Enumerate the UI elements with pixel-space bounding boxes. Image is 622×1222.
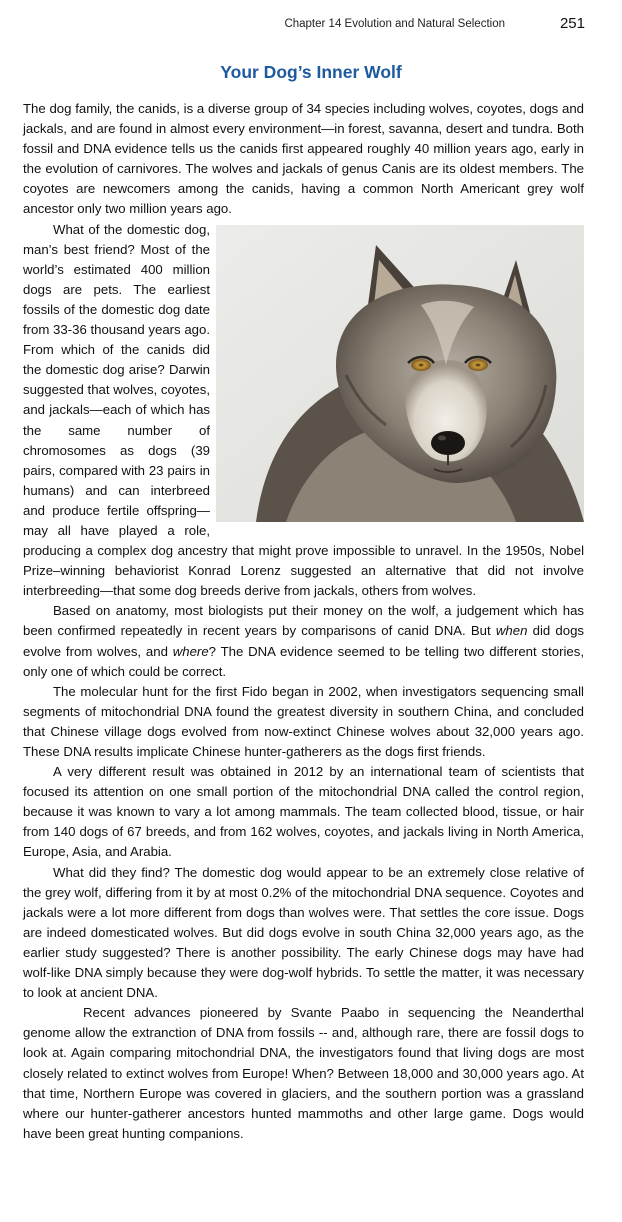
paragraph-7: Recent advances pioneered by Svante Paabo in sequencing the Neanderthal genome allow the extranction of DNA from fossils -- and, although rare, there are fossil dogs to look at. Again comparing mitochondrial DNA, the investigators found that living dogs are most closely related to extinct wolves from Europe! When? Between 18,000 and 30,000 years ago. At that time, Northern Europe was covered in glaciers, and the southern portion was a grassland where our hunter-gatherer ancestors hunted mammoths and other large game. Dogs would have been great hunting companions. [23,1005,584,1141]
paragraph-1 [23,99,584,220]
wolf-figure [216,225,584,522]
running-header: Chapter 14 Evolution and Natural Selection [284,18,505,30]
page-number: 251 [559,15,585,32]
wolf-photo-icon [216,225,584,522]
emphasis-where: where [172,643,209,659]
paragraph-1-text-a: The dog family, the canids, is a diverse group of 34 species including wolves, coyotes, dogs and jackals, and are found in almost every environment—in forest, savanna, desert and tundra. Both fossil and DNA evidence tells us the canids first appeared roughly 40 million years ago, early in the evolution of carnivores. The wolves and jackals of genus [23,101,584,177]
paragraph-3 [23,601,584,681]
paragraph-4: The molecular hunt for the first Fido began in 2002, when investigators sequencing small segments of mitochondrial DNA found the greatest diversity in southern China, and concluded that Chinese village dogs evolved from now-extinct Chinese wolves about 32,000 years ago. These DNA results implicate Chinese hunter-gatherers as the dogs first friends. [23,683,584,759]
paragraph-5: A very different result was obtained in 2012 by an international team of scientists that focused its attention on one small portion of the mitochondrial DNA called the control region, because it was known to vary a lot among mammals. The team collected blood, tissue, or hair from 140 dogs of 67 breeds, and from 162 wolves, coyotes, and jackals living in North America, Europe, Asia, and Arabia. [23,764,584,860]
paragraph-1-text-b: are its oldest members. The coyotes are newcomers among the canids, having a common North Americant grey wolf ancestor only two million years ago. [23,161,584,217]
emphasis-when: when [495,623,528,639]
paragraph-2-text: What of the domestic dog, man’s best friend? Most of the world’s estimated 400 million dogs are pets. The earliest fossils of the domestic dog date from 33-36 thousand years ago. From which of the canids did the domestic dog arise? Darwin suggested that wolves, coyotes, and jackals—each of which has the same number of chromosomes as dogs (39 pairs, compared with 23 pairs in humans) and can interbreed and produce fertile offspring—may all have played a role, producing a complex dog ancestry that might prove impossible to unravel. In the 1950s, Nobel Prize–winning behaviorist Konrad Lorenz suggested an alternative that did not involve interbreeding—that some dog breeds derive from jackals, others from wolves. [23,221,584,599]
paragraph-3-text-b: did dogs evolve from wolves, and [23,623,584,659]
genus-canis: Canis [381,161,416,177]
article-body [23,99,584,1144]
paragraph-2 [23,220,584,602]
paragraph-3-text-a: Based on anatomy, most biologists put their money on the wolf, a judgement which has been confirmed repeatedly in recent years by comparisons of canid DNA. But [23,603,584,639]
paragraph-6: What did they find? The domestic dog would appear to be an extremely close relative of the grey wolf, differing from it by at most 0.2% of the mitochondrial DNA sequence. Coyotes and jackals were a lot more different from dogs than wolves were. That settles the core issue. Dogs are indeed domesticated wolves. But did dogs evolve in south China 32,000 years ago, as the earlier study suggested? There is another possibility. The early Chinese dogs may have had wolf-like DNA simply because they were dog-wolf hybrids. To settle the matter, it was necessary to look at ancient DNA. [23,864,584,1001]
paragraph-3-text-c: ? The DNA evidence seemed to be telling two different stories, only one of which could be correct. [23,643,584,679]
article-title: Your Dog’s Inner Wolf [220,62,402,82]
